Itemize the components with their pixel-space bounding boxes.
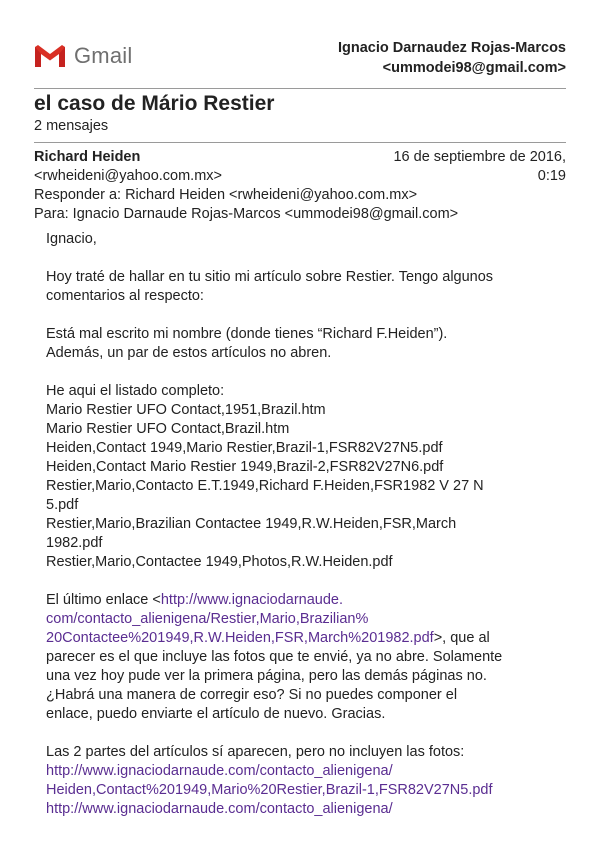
article-link[interactable]: http://www.ignaciodarnaude.com/contacto_alienigena/ [46, 801, 393, 817]
thread-divider [34, 142, 566, 143]
message-header [34, 148, 566, 224]
broken-article-link[interactable]: http://www.ignaciodarnaude. [160, 592, 344, 608]
broken-article-link[interactable]: 20Contactee%201949,R.W.Heiden,FSR,March%201982.pdf [46, 630, 434, 646]
message-count: 2 mensajes [34, 118, 109, 134]
paragraph-line [46, 629, 566, 648]
paragraph-line [46, 591, 566, 610]
file-list [46, 382, 566, 572]
paragraph-line: parecer es el que incluye las fotos que te envié, ya no abre. Solamente [46, 649, 503, 665]
link-prefix: El último enlace < [46, 592, 161, 608]
gmail-envelope-icon [34, 44, 66, 68]
paragraph-line: comentarios al respecto: [46, 288, 204, 304]
file-list-item: 5.pdf [46, 497, 79, 513]
broken-article-link[interactable]: com/contacto_alienigena/Restier,Mario,Brazilian% [46, 611, 369, 627]
reply-to: Responder a: Richard Heiden <rwheideni@yahoo.com.mx> [34, 187, 418, 203]
paragraph-line: Está mal escrito mi nombre (donde tienes “Richard F.Heiden”). [46, 326, 448, 342]
file-list-item: Restier,Mario,Contacto E.T.1949,Richard F.Heiden,FSR1982 V 27 N [46, 478, 484, 494]
paragraph-line [46, 610, 566, 629]
header [34, 38, 566, 88]
paragraph-line: Además, un par de estos artículos no abren. [46, 345, 332, 361]
sender-name: Richard Heiden [34, 149, 141, 165]
file-list-intro: He aqui el listado completo: [46, 383, 225, 399]
account-info [338, 38, 566, 78]
recipient: Para: Ignacio Darnaude Rojas-Marcos <ummodei98@gmail.com> [34, 206, 459, 222]
message-body [46, 230, 566, 838]
thread-subject: el caso de Mário Restier [34, 92, 275, 115]
paragraph-4 [46, 743, 566, 819]
file-list-item: Mario Restier UFO Contact,1951,Brazil.htm [46, 402, 326, 418]
file-list-item: Heiden,Contact 1949,Mario Restier,Brazil-1,FSR82V27N5.pdf [46, 440, 443, 456]
sender-email: <rwheideni@yahoo.com.mx> [34, 168, 223, 184]
paragraph-line: Las 2 partes del artículos sí aparecen, pero no incluyen las fotos: [46, 744, 465, 760]
date-line-2: 0:19 [537, 168, 566, 184]
file-list-item: 1982.pdf [46, 535, 103, 551]
paragraph-line: Hoy traté de hallar en tu sitio mi artículo sobre Restier. Tengo algunos [46, 269, 494, 285]
paragraph-1 [46, 268, 566, 306]
gmail-wordmark: Gmail [74, 43, 133, 68]
account-name: Ignacio Darnaudez Rojas-Marcos [337, 40, 566, 56]
header-divider [34, 88, 566, 89]
paragraph-line: enlace, puedo enviarte el artículo de nuevo. Gracias. [46, 706, 386, 722]
file-list-item: Mario Restier UFO Contact,Brazil.htm [46, 421, 290, 437]
greeting: Ignacio, [46, 231, 97, 247]
link-suffix: >, que al [433, 630, 490, 646]
gmail-logo[interactable] [34, 43, 132, 69]
file-list-item: Restier,Mario,Contactee 1949,Photos,R.W.Heiden.pdf [46, 554, 393, 570]
paragraph-3 [46, 591, 566, 724]
paragraph-2 [46, 325, 566, 363]
file-list-item: Heiden,Contact Mario Restier 1949,Brazil-2,FSR82V27N6.pdf [46, 459, 444, 475]
article-link[interactable]: http://www.ignaciodarnaude.com/contacto_alienigena/ [46, 763, 393, 779]
paragraph-line: ¿Habrá una manera de corregir eso? Si no puedes componer el [46, 687, 458, 703]
article-link[interactable]: Heiden,Contact%201949,Mario%20Restier,Brazil-1,FSR82V27N5.pdf [46, 782, 493, 798]
account-email: <ummodei98@gmail.com> [382, 60, 566, 76]
file-list-item: Restier,Mario,Brazilian Contactee 1949,R.W.Heiden,FSR,March [46, 516, 457, 532]
paragraph-line: una vez hoy pude ver la primera página, pero las demás páginas no. [46, 668, 487, 684]
date-line-1: 16 de septiembre de 2016, [393, 149, 566, 165]
